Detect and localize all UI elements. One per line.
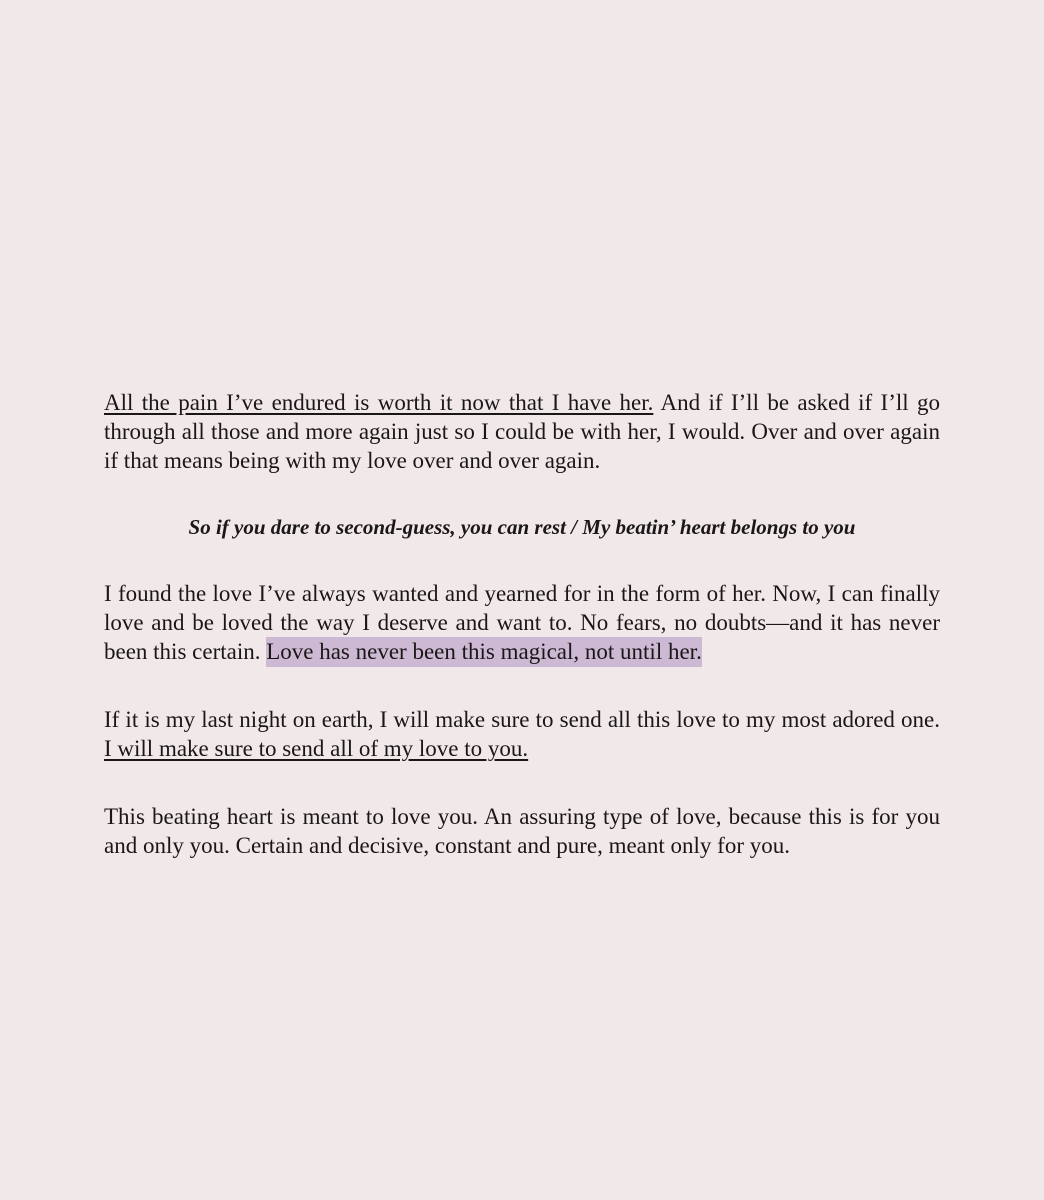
paragraph-4 <box>104 802 940 860</box>
underlined-sentence-1: All the pain I’ve endured is worth it now that I have her. <box>104 390 654 415</box>
highlighted-sentence: Love has never been this magical, not until her. <box>266 637 702 667</box>
paragraph-1-text: And if I’ll be asked if I’ll go through all those and more again just so I could be with her, I would. Over and over again if that means being with my love over and over again. <box>104 390 941 473</box>
paragraph-4-text: This beating heart is meant to love you. An assuring type of love, because this is for you and only you. Certain and decisive, constant and pure, meant only for you. <box>104 804 940 858</box>
paragraph-3-text: If it is my last night on earth, I will make sure to send all this love to my most adored one. <box>104 707 940 732</box>
paragraph-3 <box>104 705 940 763</box>
paragraph-2 <box>104 579 940 666</box>
paragraph-2-text: I found the love I’ve always wanted and yearned for in the form of her. Now, I can finally love and be loved the way I deserve and want to. No fears, no doubts—and it has never been this certain. <box>104 581 940 664</box>
underlined-sentence-2: I will make sure to send all of my love to you. <box>104 736 529 761</box>
text-block <box>104 388 940 860</box>
paragraph-1 <box>104 388 940 475</box>
lyric-quote: So if you dare to second-guess, you can rest / My beatin’ heart belongs to you <box>188 515 856 539</box>
